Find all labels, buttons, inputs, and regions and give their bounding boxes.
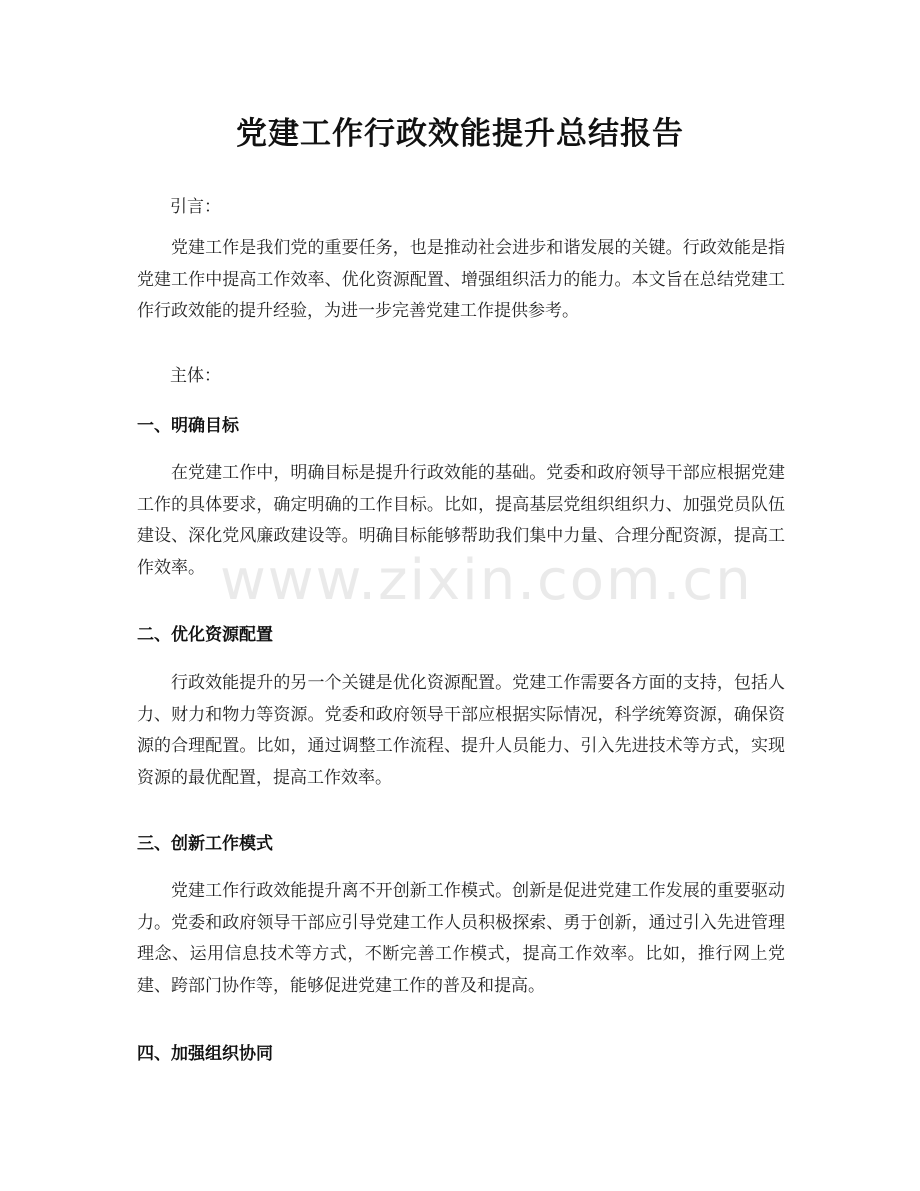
section-paragraph-1: 在党建工作中，明确目标是提升行政效能的基础。党委和政府领导干部应根据党建工作的具体要求，确定明确的工作目标。比如，提高基层党组织组织力、加强党员队伍建设、深化党风廉政建设等。明确目标能够帮助我们集中力量、合理分配资源，提高工作效率。 xyxy=(137,463,785,578)
intro-paragraph: 党建工作是我们党的重要任务，也是推动社会进步和谐发展的关键。行政效能是指党建工作中提高工作效率、优化资源配置、增强组织活力的能力。本文旨在总结党建工作行政效能的提升经验，为进一步完善党建工作提供参考。 xyxy=(137,238,785,321)
section-heading-3: 三、创新工作模式 xyxy=(137,834,273,854)
section-paragraph-2: 行政效能提升的另一个关键是优化资源配置。党建工作需要各方面的支持，包括人力、财力和物力等资源。党委和政府领导干部应根据实际情况，科学统筹资源，确保资源的合理配置。比如，通过调整工作流程、提升人员能力、引入先进技术等方式，实现资源的最优配置，提高工作效率。 xyxy=(137,673,785,788)
intro-label: 引言： xyxy=(170,197,221,217)
section-paragraph-3: 党建工作行政效能提升离不开创新工作模式。创新是促进党建工作发展的重要驱动力。党委和政府领导干部应引导党建工作人员积极探索、勇于创新，通过引入先进管理理念、运用信息技术等方式，不断完善工作模式，提高工作效率。比如，推行网上党建、跨部门协作等，能够促进党建工作的普及和提高。 xyxy=(137,881,785,996)
document-title: 党建工作行政效能提升总结报告 xyxy=(236,116,684,152)
section-heading-1: 一、明确目标 xyxy=(137,416,239,436)
section-heading-4: 四、加强组织协同 xyxy=(137,1044,273,1064)
section-heading-2: 二、优化资源配置 xyxy=(137,625,273,645)
watermark: www.zixin.com.cn xyxy=(220,548,753,613)
body-label: 主体： xyxy=(170,366,221,386)
